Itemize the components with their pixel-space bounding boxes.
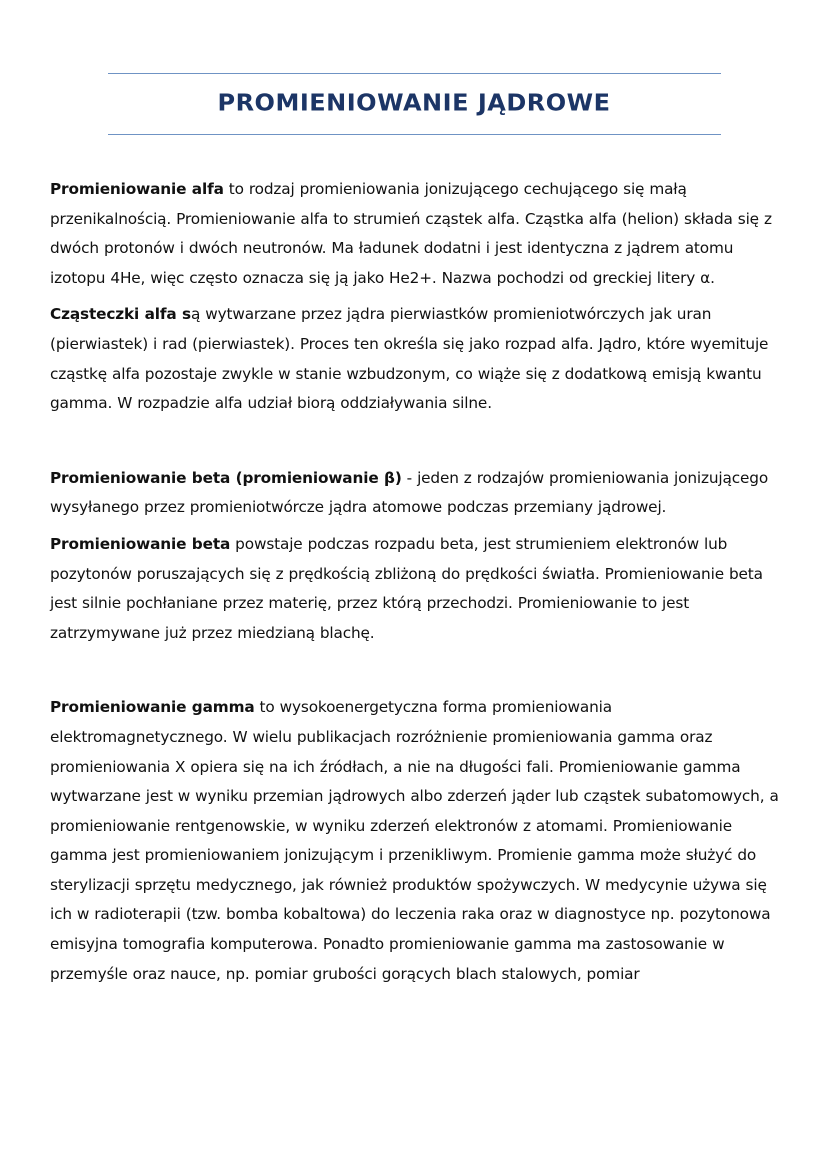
paragraph-text: ą wytwarzane przez jądra pierwiastków promieniotwórczych jak uran (pierwiastek) i rad (pierwiastek). Proces ten określa się jako rozpad alfa. Jądro, które wyemituje cząstkę alfa pozostaje zwykle w stanie wzbudzonym, co wiąże się z dodatkową emisją kwantu gamma. W rozpadzie alfa udział biorą oddziaływania silne. bbox=[50, 305, 769, 413]
section-spacer bbox=[50, 648, 780, 693]
title-rule-bottom bbox=[108, 134, 721, 135]
paragraph-gamma-definition bbox=[50, 693, 780, 989]
paragraph-spacer bbox=[50, 293, 780, 300]
paragraph-beta-definition bbox=[50, 464, 780, 523]
title-rule-top bbox=[108, 73, 721, 74]
term-promieniowanie-gamma: Promieniowanie gamma bbox=[50, 698, 255, 717]
document-body bbox=[50, 175, 780, 989]
section-gamma bbox=[50, 693, 780, 989]
paragraph-text: powstaje podczas rozpadu beta, jest strumieniem elektronów lub pozytonów poruszających się z prędkością zbliżoną do prędkości światła. Promieniowanie beta jest silnie pochłaniane przez materię, przez którą przechodzi. Promieniowanie to jest zatrzymywane już przez miedzianą blachę. bbox=[50, 534, 763, 642]
paragraph-alfa-definition bbox=[50, 175, 780, 293]
section-spacer bbox=[50, 419, 780, 464]
paragraph-alfa-particles bbox=[50, 300, 780, 418]
paragraph-text: to wysokoenergetyczna forma promieniowania elektromagnetycznego. W wielu publikacjach rozróżnienie promieniowania gamma oraz promieniowania X opiera się na ich źródłach, a nie na długości fali. Promieniowanie gamma wytwarzane jest w wyniku przemian jądrowych albo zderzeń jąder lub cząstek subatomowych, a promieniowanie rentgenowskie, w wyniku zderzeń elektronów z atomami. Promieniowanie gamma jest promieniowaniem jonizującym i przenikliwym. Promienie gamma może służyć do sterylizacji sprzętu medycznego, jak również produktów spożywczych. W medycynie używa się ich w radioterapii (tzw. bomba kobaltowa) do leczenia raka oraz w diagnostyce np. pozytonowa emisyjna tomografia komputerowa. Ponadto promieniowanie gamma ma zastosowanie w przemyśle oraz nauce, np. pomiar grubości gorących blach stalowych, pomiar bbox=[50, 698, 779, 983]
paragraph-text: to rodzaj promieniowania jonizującego cechującego się małą przenikalnością. Promieniowanie alfa to strumień cząstek alfa. Cząstka alfa (helion) składa się z dwóch protonów i dwóch neutronów. Ma ładunek dodatni i jest identyczna z jądrem atomu izotopu 4He, więc często oznacza się ją jako He2+. Nazwa pochodzi od greckiej litery α. bbox=[50, 180, 772, 287]
term-czasteczki-alfa: Cząsteczki alfa s bbox=[50, 305, 191, 324]
paragraph-text: - jeden z rodzajów promieniowania jonizującego wysyłanego przez promieniotwórcze jądra atomowe podczas przemiany jądrowej. bbox=[50, 468, 769, 517]
section-beta bbox=[50, 464, 780, 649]
term-promieniowanie-beta: Promieniowanie beta (promieniowanie β) bbox=[50, 468, 402, 487]
section-alfa bbox=[50, 175, 780, 419]
paragraph-beta-origin bbox=[50, 530, 780, 648]
term-promieniowanie-beta: Promieniowanie beta bbox=[50, 534, 231, 553]
document-title: PROMIENIOWANIE JĄDROWE bbox=[217, 89, 611, 117]
term-promieniowanie-alfa: Promieniowanie alfa bbox=[50, 180, 224, 198]
paragraph-spacer bbox=[50, 523, 780, 530]
